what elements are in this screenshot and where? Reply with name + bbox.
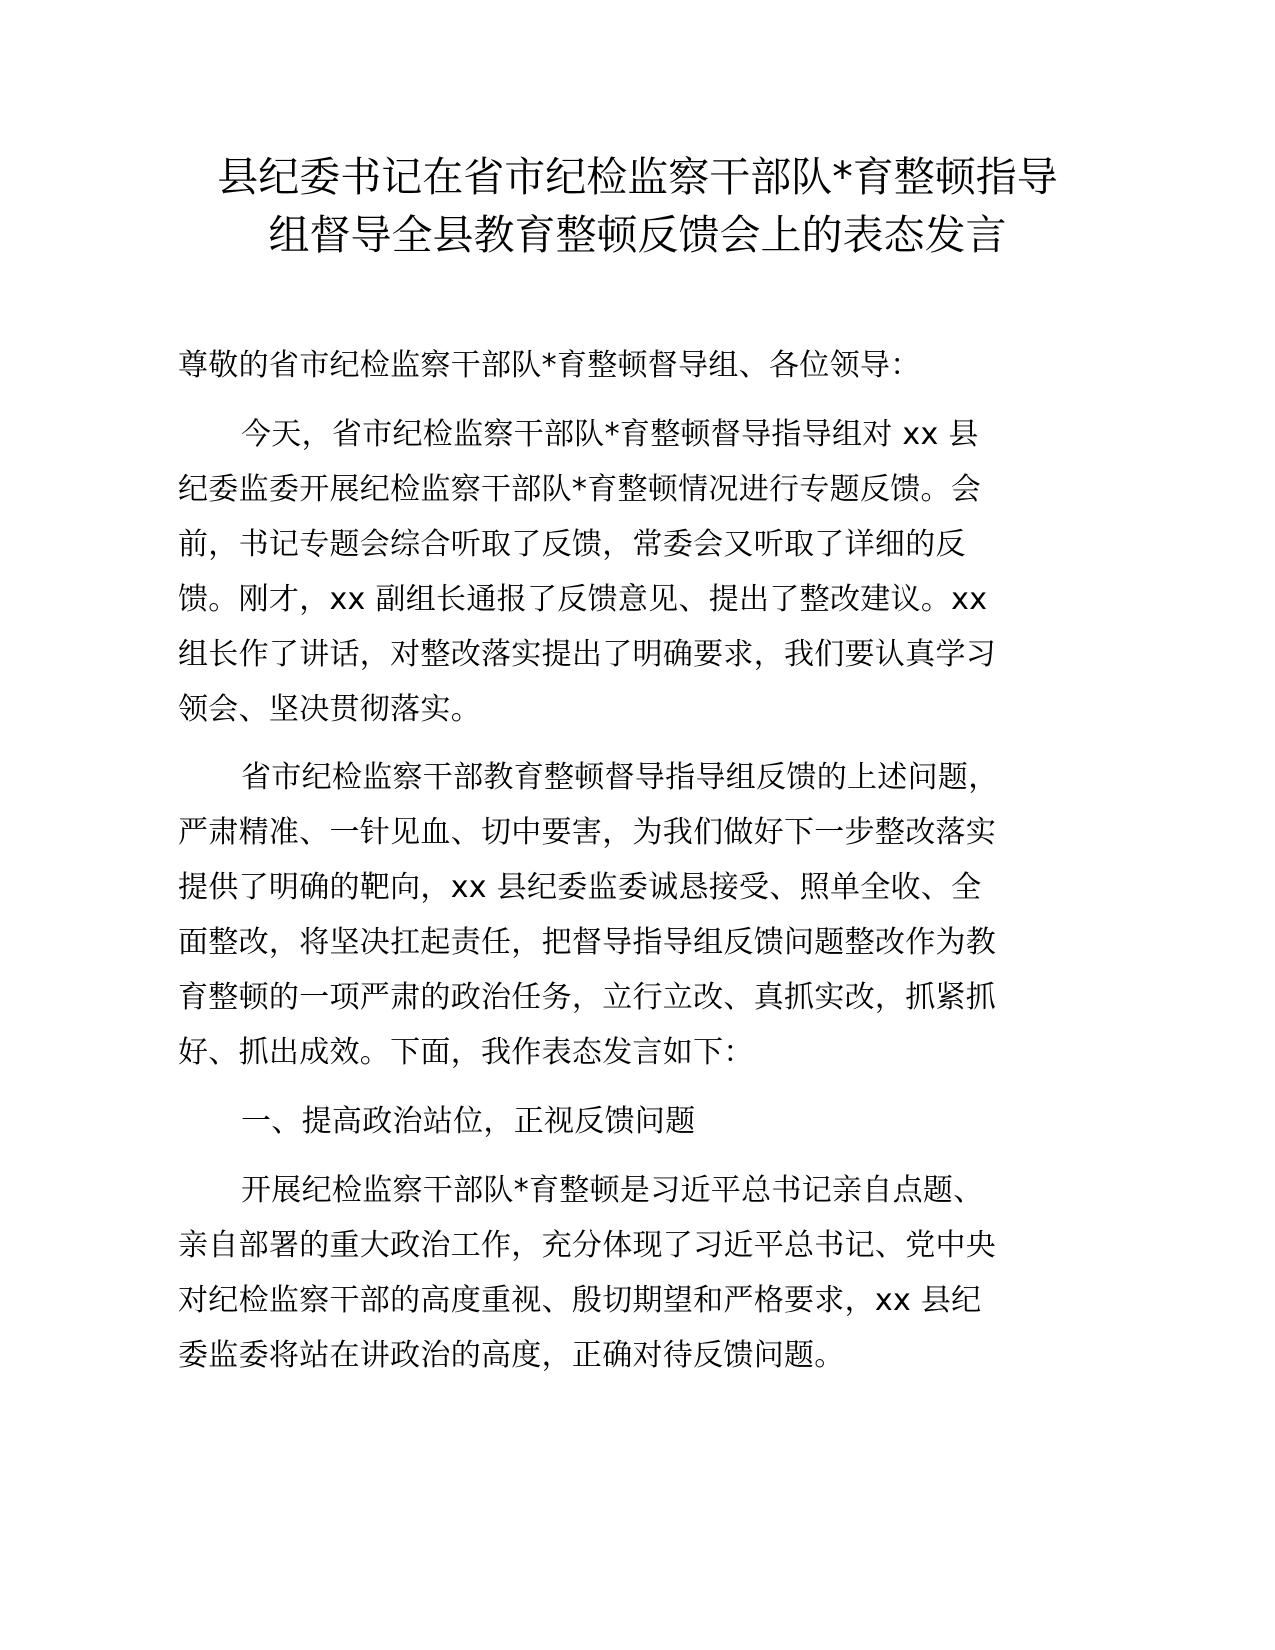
paragraph-1-line-6: 领会、坚决贯彻落实。 [178, 692, 481, 727]
paragraph-1-line-4: 馈。刚才，xx 副组长通报了反馈意见、提出了整改建议。xx [178, 582, 988, 617]
paragraph-3-line-1: 开展纪检监察干部队*育整顿是习近平总书记亲自点题、 [241, 1173, 984, 1208]
paragraph-1-line-5: 组长作了讲话，对整改落实提出了明确要求，我们要认真学习 [178, 637, 997, 672]
paragraph-2-line-2: 严肃精准、一针见血、切中要害，为我们做好下一步整改落实 [178, 815, 997, 850]
paragraph-3-line-2: 亲自部署的重大政治工作，充分体现了习近平总书记、党中央 [178, 1228, 997, 1263]
paragraph-1-line-1: 今天，省市纪检监察干部队*育整顿督导指导组对 xx 县 [241, 417, 979, 452]
document-title [150, 148, 1125, 264]
paragraph-2-line-3: 提供了明确的靶向，xx 县纪委监委诚恳接受、照单全收、全 [178, 870, 982, 905]
paragraph-3-line-4: 委监委将站在讲政治的高度，正确对待反馈问题。 [178, 1338, 845, 1373]
title-line-1: 县纪委书记在省市纪检监察干部队*育整顿指导 [217, 153, 1058, 201]
paragraph-2-line-1: 省市纪检监察干部教育整顿督导指导组反馈的上述问题， [241, 760, 999, 795]
title-line-2: 组督导全县教育整顿反馈会上的表态发言 [268, 211, 1007, 259]
paragraph-1-line-2: 纪委监委开展纪检监察干部队*育整顿情况进行专题反馈。会 [178, 472, 982, 507]
paragraph-2-line-6: 好、抓出成效。下面，我作表态发言如下： [178, 1035, 754, 1070]
paragraph-2-line-4: 面整改，将坚决扛起责任，把督导指导组反馈问题整改作为教 [178, 925, 997, 960]
paragraph-3-line-3: 对纪检监察干部的高度重视、殷切期望和严格要求，xx 县纪 [178, 1283, 982, 1318]
salutation: 尊敬的省市纪检监察干部队*育整顿督导组、各位领导： [178, 348, 921, 383]
paragraph-1-line-3: 前，书记专题会综合听取了反馈，常委会又听取了详细的反 [178, 527, 966, 562]
paragraph-2-line-5: 育整顿的一项严肃的政治任务，立行立改、真抓实改，抓紧抓 [178, 980, 997, 1015]
section-heading-1: 一、提高政治站位，正视反馈问题 [241, 1104, 696, 1139]
